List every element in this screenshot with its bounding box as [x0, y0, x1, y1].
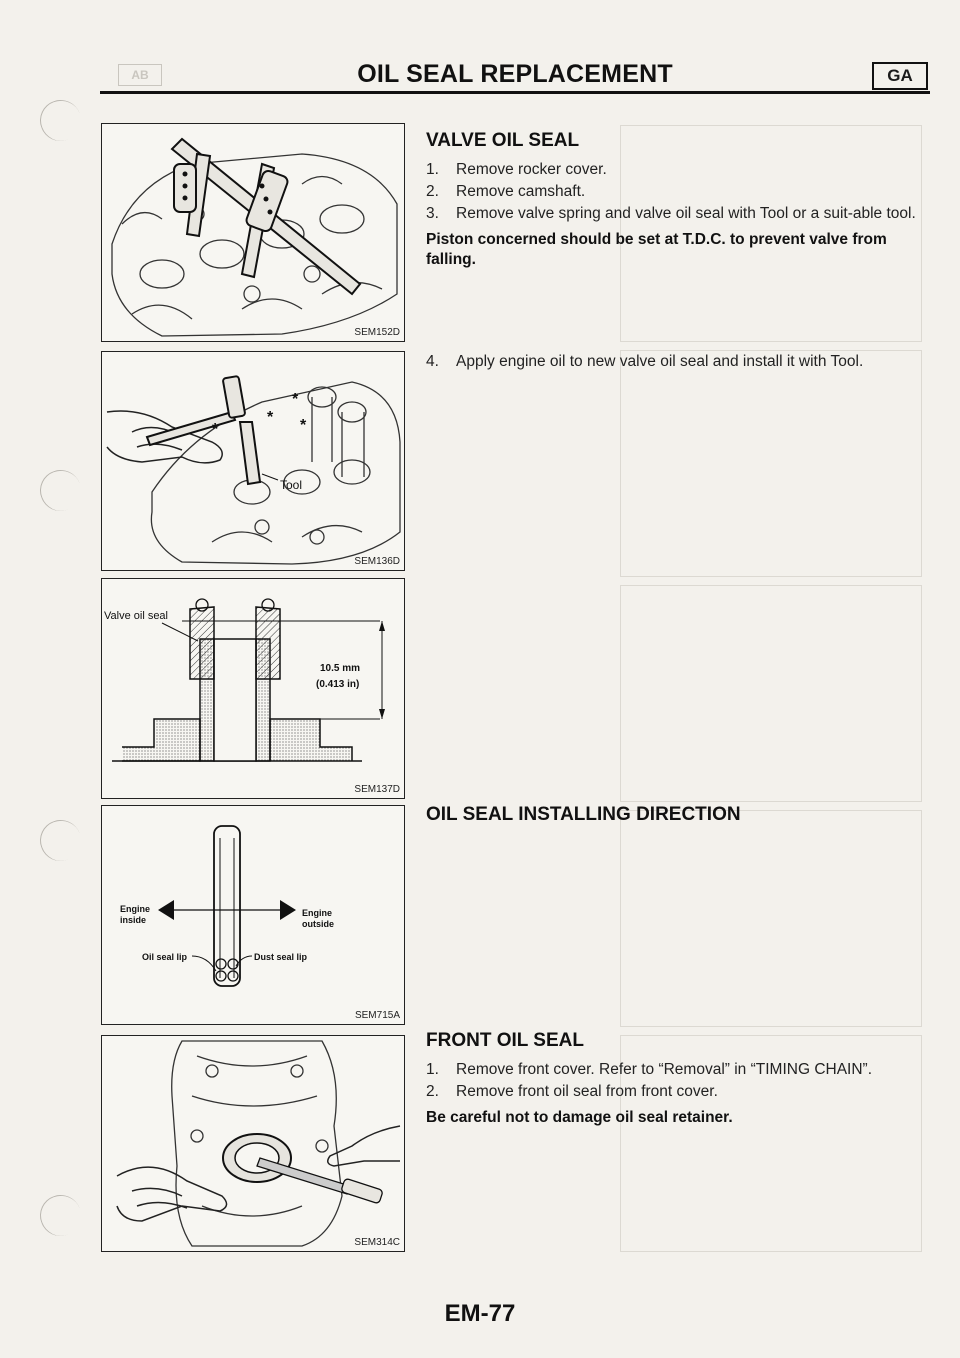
engine-inside-label-2: inside [120, 915, 147, 925]
step-text: Remove valve spring and valve oil seal with Tool or a suit-able tool. [456, 205, 916, 222]
step-number: 1. [426, 1061, 439, 1078]
valve-oil-seal-section [426, 130, 926, 270]
figure-code: SEM314C [354, 1237, 400, 1248]
figure-seal-height [101, 578, 405, 799]
figure-2-drawing [102, 352, 404, 570]
svg-text:*: * [300, 417, 307, 434]
engine-inside-label-1: Engine [120, 904, 151, 914]
step-text: Remove camshaft. [456, 183, 586, 200]
dust-seal-lip-label: Dust seal lip [254, 952, 308, 962]
tool-label: Tool [280, 478, 303, 492]
caution-note: Piston concerned should be set at T.D.C. to prevent valve from falling. [426, 231, 887, 268]
figure-installing-direction [101, 805, 405, 1025]
step-list [426, 160, 926, 224]
figure-code: SEM152D [354, 327, 400, 338]
page-title: OIL SEAL REPLACEMENT [357, 60, 673, 88]
engine-outside-label-2: outside [302, 919, 335, 929]
binder-hole [34, 94, 87, 147]
bleed-through [620, 350, 922, 577]
dimension-in: (0.413 in) [316, 679, 360, 690]
dimension-mm: 10.5 mm [320, 663, 361, 674]
arrow-engine-inside [158, 900, 174, 920]
binder-hole [34, 464, 87, 517]
step-text: Apply engine oil to new valve oil seal and install it with Tool. [456, 353, 864, 370]
section-heading: OIL SEAL INSTALLING DIRECTION [426, 804, 741, 825]
arrow-engine-outside [280, 900, 296, 920]
installing-direction-section [426, 804, 926, 834]
figure-valve-seal-removal [101, 123, 405, 342]
valve-stem [214, 639, 256, 761]
section-tag-left: AB [118, 64, 162, 86]
valve-oil-seal-left [190, 607, 214, 679]
figure-1-drawing [102, 124, 404, 341]
figure-code: SEM136D [354, 556, 400, 567]
step-item [426, 1060, 926, 1080]
seal-shaft [214, 826, 240, 986]
valve-oil-seal-right [256, 607, 280, 679]
svg-text:*: * [292, 391, 299, 408]
figure-4-drawing [102, 806, 404, 1024]
engine-outside-label-1: Engine [302, 908, 333, 918]
step-item [426, 204, 926, 224]
step-number: 2. [426, 183, 439, 200]
figure-code: SEM137D [354, 784, 400, 795]
step-item [426, 160, 926, 180]
binder-hole [34, 814, 87, 867]
step-list [426, 352, 926, 372]
drift-tool [240, 422, 260, 484]
step-number: 2. [426, 1083, 439, 1100]
step-number: 1. [426, 161, 439, 178]
step-item [426, 352, 926, 372]
figure-front-oil-seal [101, 1035, 405, 1252]
section-heading: FRONT OIL SEAL [426, 1030, 584, 1051]
step-text: Remove front cover. Refer to “Removal” in “TIMING CHAIN”. [456, 1061, 873, 1078]
step-text: Remove rocker cover. [456, 161, 607, 178]
step-number: 4. [426, 353, 439, 370]
figure-3-drawing [102, 579, 404, 798]
figure-valve-seal-install [101, 351, 405, 571]
step-text: Remove front oil seal from front cover. [456, 1083, 718, 1100]
front-oil-seal-section [426, 1030, 926, 1128]
valve-oil-seal-label: Valve oil seal [104, 610, 168, 622]
page-header [100, 58, 930, 94]
valve-guide-base-left [122, 719, 200, 761]
valve-oil-seal-step4 [426, 352, 926, 374]
step-item [426, 1082, 926, 1102]
step-number: 3. [426, 205, 439, 222]
bleed-through [620, 810, 922, 1027]
hammer-head [223, 376, 246, 418]
valve-guide-base-right [270, 719, 352, 761]
caution-note: Be careful not to damage oil seal retainer. [426, 1109, 733, 1126]
cylinder-head-outline [151, 382, 400, 564]
figure-code: SEM715A [354, 1010, 400, 1021]
figure-5-drawing [102, 1036, 404, 1251]
svg-text:*: * [212, 421, 219, 438]
page-number: EM-77 [444, 1300, 516, 1327]
engine-tag: GA [872, 62, 928, 90]
bleed-through [620, 585, 922, 802]
step-item [426, 182, 926, 202]
step-list [426, 1060, 926, 1102]
svg-text:*: * [267, 409, 274, 426]
header-rule [100, 91, 930, 94]
section-heading: VALVE OIL SEAL [426, 130, 580, 151]
binder-hole [34, 1189, 87, 1242]
oil-seal-lip-label: Oil seal lip [142, 952, 188, 962]
